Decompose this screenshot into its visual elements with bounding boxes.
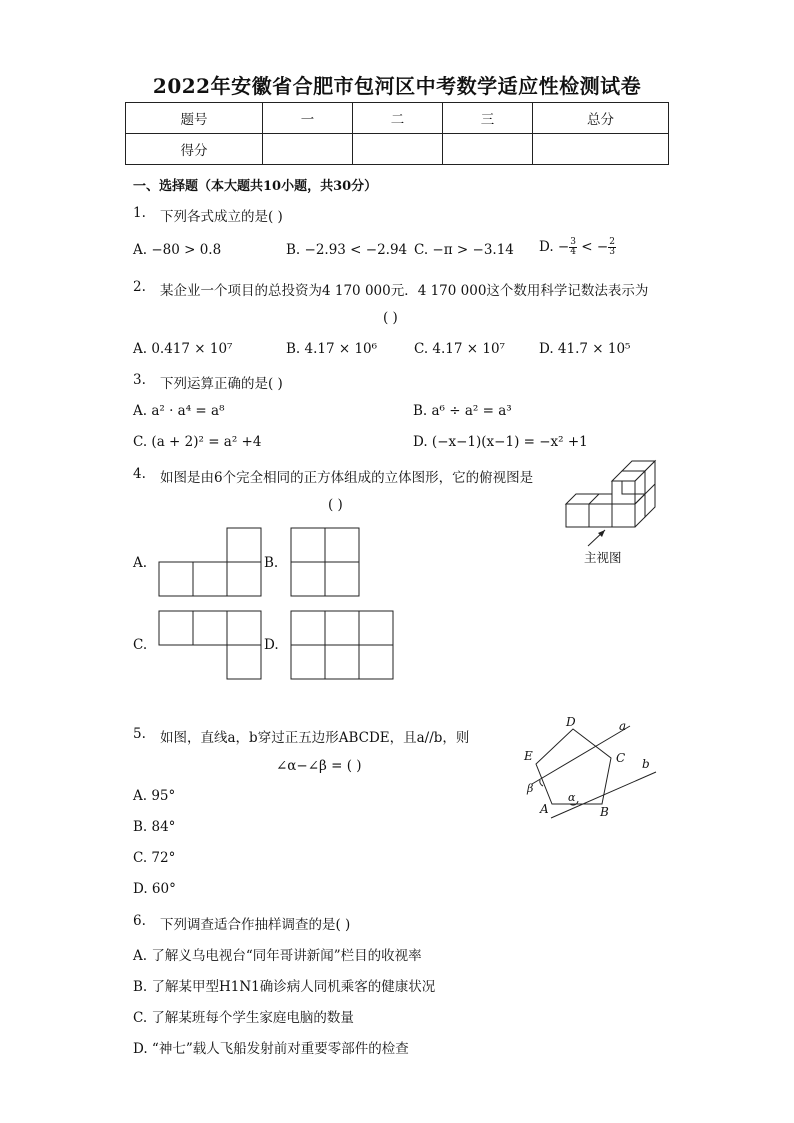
option-d[interactable]: D. 41.7 × 10⁵ [539, 341, 631, 357]
pentagon-figure [518, 712, 668, 822]
option-c[interactable]: C. (a + 2)² = a² +4 [133, 434, 262, 450]
option-a-figure[interactable] [158, 527, 262, 597]
question-stem: 下列调查适合作抽样调查的是( ) [160, 917, 351, 933]
label-c: C [616, 751, 626, 765]
label-d: D [566, 715, 576, 729]
score-header-cell: 总分 [533, 103, 669, 134]
option-c[interactable]: C. 了解某班每个学生家庭电脑的数量 [133, 1010, 354, 1026]
option-a[interactable]: A. 了解义乌电视台“同年哥讲新闻”栏目的收视率 [133, 948, 422, 964]
option-d[interactable]: D. “神七”载人飞船发射前对重要零部件的检查 [133, 1041, 409, 1057]
question-stem-cont: ∠α−∠β = ( ) [276, 758, 362, 774]
option-d[interactable] [539, 238, 616, 257]
line-label-a: a [619, 719, 627, 733]
option-b[interactable]: B. [264, 555, 279, 571]
question-number: 2. [133, 279, 146, 295]
score-header-cell: 一 [263, 103, 353, 134]
label-e: E [524, 749, 533, 763]
option-d[interactable]: D. [264, 637, 279, 653]
question-number: 5. [133, 726, 146, 742]
option-d[interactable]: D. (−x−1)(x−1) = −x² +1 [413, 434, 588, 450]
option-d-middle: < − [576, 239, 609, 255]
angle-alpha: α [568, 791, 576, 804]
line-label-b: b [642, 757, 650, 771]
fraction-denominator: 3 [609, 247, 615, 257]
option-b[interactable]: B. a⁶ ÷ a² = a³ [413, 403, 512, 419]
score-header-cell: 三 [443, 103, 533, 134]
question-stem: 某企业一个项目的总投资为4 170 000元．4 170 000这个数用科学记数法表示为 [160, 283, 649, 299]
fraction-denominator: 4 [570, 247, 576, 257]
option-c[interactable]: C. 72° [133, 850, 176, 866]
option-c[interactable]: C. 4.17 × 10⁷ [414, 341, 505, 357]
question-number: 1. [133, 205, 146, 221]
question-stem: 下列运算正确的是( ) [160, 376, 283, 392]
section-heading: 一、选择题（本大题共10小题，共30分） [133, 179, 378, 194]
option-b[interactable]: B. 4.17 × 10⁶ [286, 341, 378, 357]
option-b[interactable]: B. 84° [133, 819, 176, 835]
fraction-numerator: 2 [609, 237, 615, 247]
score-input-cell[interactable] [443, 134, 533, 165]
page-title: 2022年安徽省合肥市包河区中考数学适应性检测试卷 [152, 74, 642, 98]
angle-beta: β [527, 782, 534, 795]
question-number: 6. [133, 913, 146, 929]
fraction [608, 238, 616, 257]
question-number: 3. [133, 372, 146, 388]
option-c[interactable]: C. [133, 637, 148, 653]
option-b[interactable]: B. 了解某甲型H1N1确诊病人同机乘客的健康状况 [133, 979, 436, 995]
score-header-cell: 题号 [126, 103, 263, 134]
option-c-figure[interactable] [158, 610, 262, 680]
option-b-figure[interactable] [290, 527, 360, 597]
option-d[interactable]: D. 60° [133, 881, 176, 897]
option-d-figure[interactable] [290, 610, 394, 680]
option-b[interactable]: B. −2.93 < −2.94 [286, 242, 408, 258]
score-input-cell[interactable] [533, 134, 669, 165]
option-a[interactable]: A. 0.417 × 10⁷ [133, 341, 233, 357]
score-input-cell[interactable] [263, 134, 353, 165]
label-a: A [540, 802, 549, 816]
option-a[interactable]: A. −80 > 0.8 [133, 242, 222, 258]
label-b: B [600, 805, 609, 819]
score-table [125, 102, 669, 165]
option-d-prefix: D. − [539, 239, 570, 255]
score-header-cell: 二 [353, 103, 443, 134]
question-stem: 如图是由6个完全相同的正方体组成的立体图形，它的俯视图是 [160, 470, 534, 486]
figure-caption: 主视图 [584, 550, 622, 565]
fraction-numerator: 3 [570, 237, 576, 247]
option-a[interactable]: A. 95° [133, 788, 176, 804]
option-c[interactable]: C. −π > −3.14 [414, 242, 514, 258]
fraction [569, 238, 577, 257]
answer-paren: ( ) [383, 310, 398, 326]
option-a[interactable]: A. [133, 555, 148, 571]
score-input-cell[interactable] [353, 134, 443, 165]
question-stem: 下列各式成立的是( ) [160, 209, 283, 225]
question-stem: 如图，直线a，b穿过正五边形ABCDE，且a//b，则 [160, 730, 470, 746]
question-number: 4. [133, 466, 146, 482]
score-row-label: 得分 [126, 134, 263, 165]
option-a[interactable]: A. a² · a⁴ = a⁸ [133, 403, 225, 419]
answer-paren: ( ) [328, 497, 343, 513]
